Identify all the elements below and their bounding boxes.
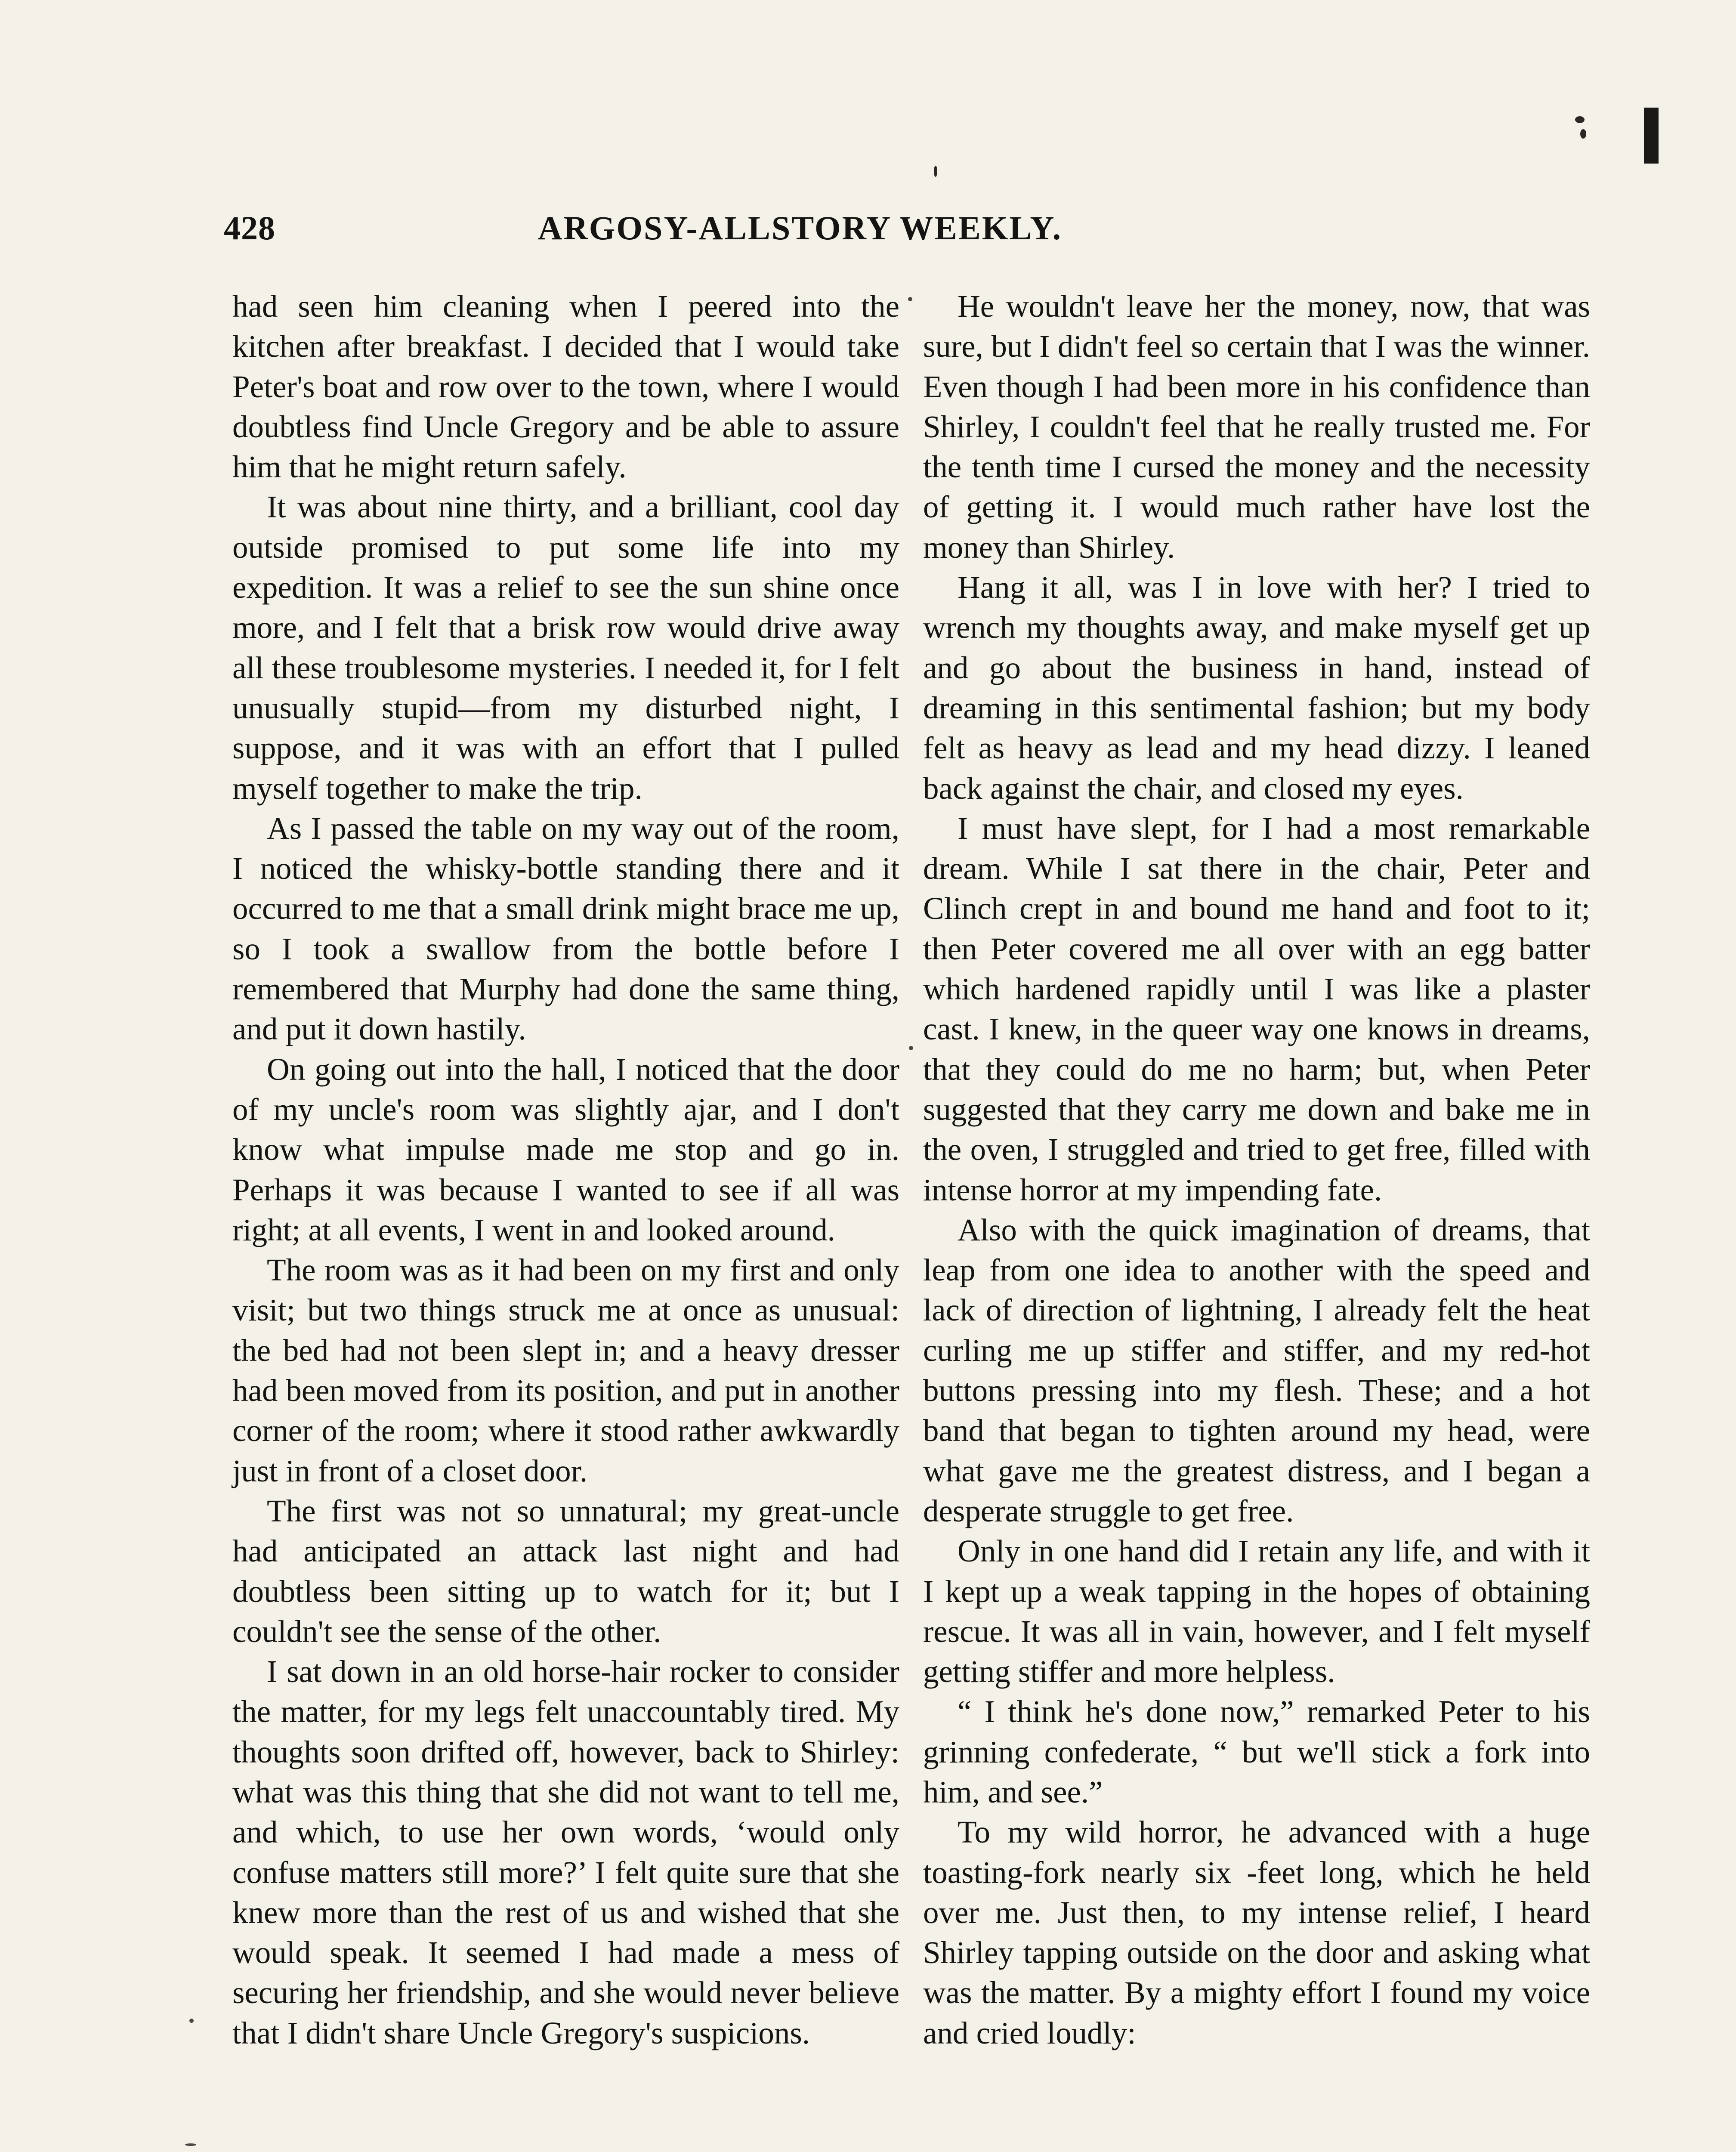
running-title: ARGOSY-ALLSTORY WEEKLY. — [538, 209, 1062, 247]
paragraph: To my wild horror, he advanced with a huge toasting-fork nearly six -feet long, which he held over me. Just then, to my intense relief, I heard Shirley tapping outside on the door and asking what was the matter. By a mighty effort I found my voice and cried loudly: — [923, 1815, 1590, 2050]
scan-speck — [1575, 116, 1585, 123]
paragraph: As I passed the table on my way out of the room, I noticed the whisky-bottle standing there and it occurred to me that a small drink might brace me up, so I took a swallow from the bottle before I remembered that Murphy had done the same thing, and put it down hastily. — [232, 810, 899, 1047]
left-column — [232, 286, 899, 2053]
scan-speck — [908, 297, 912, 301]
paragraph: “ I think he's done now,” remarked Peter to his grinning confederate, “ but we'll stick a fork into him, and see.” — [923, 1694, 1590, 1809]
scan-speck — [1580, 129, 1586, 139]
paragraph: It was about nine thirty, and a brilliant, cool day outside promised to put some life into my expedition. It was a relief to see the sun shine once more, and I felt that a brisk row would drive away all these troublesome mysteries. I needed it, for I felt unusually stupid—from my disturbed night, I suppose, and it was with an effort that I pulled myself together to make the trip. — [232, 489, 899, 806]
paragraph: The room was as it had been on my first and only visit; but two things struck me at once as unusual: the bed had not been slept in; and a heavy dresser had been moved from its position, and put in another corner of the room; where it stood rather awkwardly just in front of a closet door. — [232, 1252, 899, 1488]
scan-speck — [909, 1046, 913, 1050]
page-number: 428 — [224, 209, 275, 247]
scan-mark — [1644, 108, 1659, 164]
right-column — [923, 286, 1590, 2053]
paragraph: Only in one hand did I retain any life, and with it I kept up a weak tapping in the hopes of obtaining rescue. It was all in vain, however, and I felt myself getting stiffer and more helpless. — [923, 1534, 1590, 1689]
paragraph: I must have slept, for I had a most remarkable dream. While I sat there in the chair, Peter and Clinch crept in and bound me hand and foot to it; then Peter covered me all over with an egg batter which hardened rapidly until I was like a plaster cast. I knew, in the queer way one knows in dreams, that they could do me no harm; but, when Peter suggested that they carry me down and bake me in the oven, I struggled and tried to get free, filled with intense horror at my impending fate. — [923, 810, 1590, 1207]
scan-speck — [185, 2143, 196, 2146]
scan-speck — [934, 166, 937, 177]
paragraph: Also with the quick imagination of dreams, that leap from one idea to another with the speed and lack of direction of lightning, I already felt the heat curling me up stiffer and stiffer, and my red-hot buttons pressing into my flesh. These; and a hot band that began to tighten around my head, were what gave me the greatest distress, and I began a desperate struggle to get free. — [923, 1212, 1590, 1528]
paragraph: I sat down in an old horse-hair rocker to consider the matter, for my legs felt unaccountably tired. My thoughts soon drifted off, however, back to Shirley: what was this thing that she did not want to tell me, and which, to use her own words, ‘would only confuse matters still more?’ I felt quite sure that she knew more than the rest of us and wished that she would speak. It seemed I had made a mess of securing her friendship, and she would never believe that I didn't share Uncle Gregory's suspicions. — [232, 1654, 899, 2050]
paragraph: He wouldn't leave her the money, now, that was sure, but I didn't feel so certain that I was the winner. Even though I had been more in his confidence than Shirley, I couldn't feel that he really trusted me. For the tenth time I cursed the money and the necessity of getting it. I would much rather have lost the money than Shirley. — [923, 289, 1590, 565]
paragraph: The first was not so unnatural; my great-uncle had anticipated an attack last night and had doubtless been sitting up to watch for it; but I couldn't see the sense of the other. — [232, 1493, 899, 1649]
paragraph: had seen him cleaning when I peered into the kitchen after breakfast. I decided that I would take Peter's boat and row over to the town, where I would doubtless find Uncle Gregory and be able to assure him that he might return safely. — [232, 289, 899, 485]
paragraph: On going out into the hall, I noticed that the door of my uncle's room was slightly ajar, and I don't know what impulse made me stop and go in. Perhaps it was because I wanted to see if all was right; at all events, I went in and looked around. — [232, 1051, 899, 1247]
scan-speck — [189, 2019, 194, 2023]
paragraph: Hang it all, was I in love with her? I tried to wrench my thoughts away, and make myself get up and go about the business in hand, instead of dreaming in this sentimental fashion; but my body felt as heavy as lead and my head dizzy. I leaned back against the chair, and closed my eyes. — [923, 570, 1590, 806]
